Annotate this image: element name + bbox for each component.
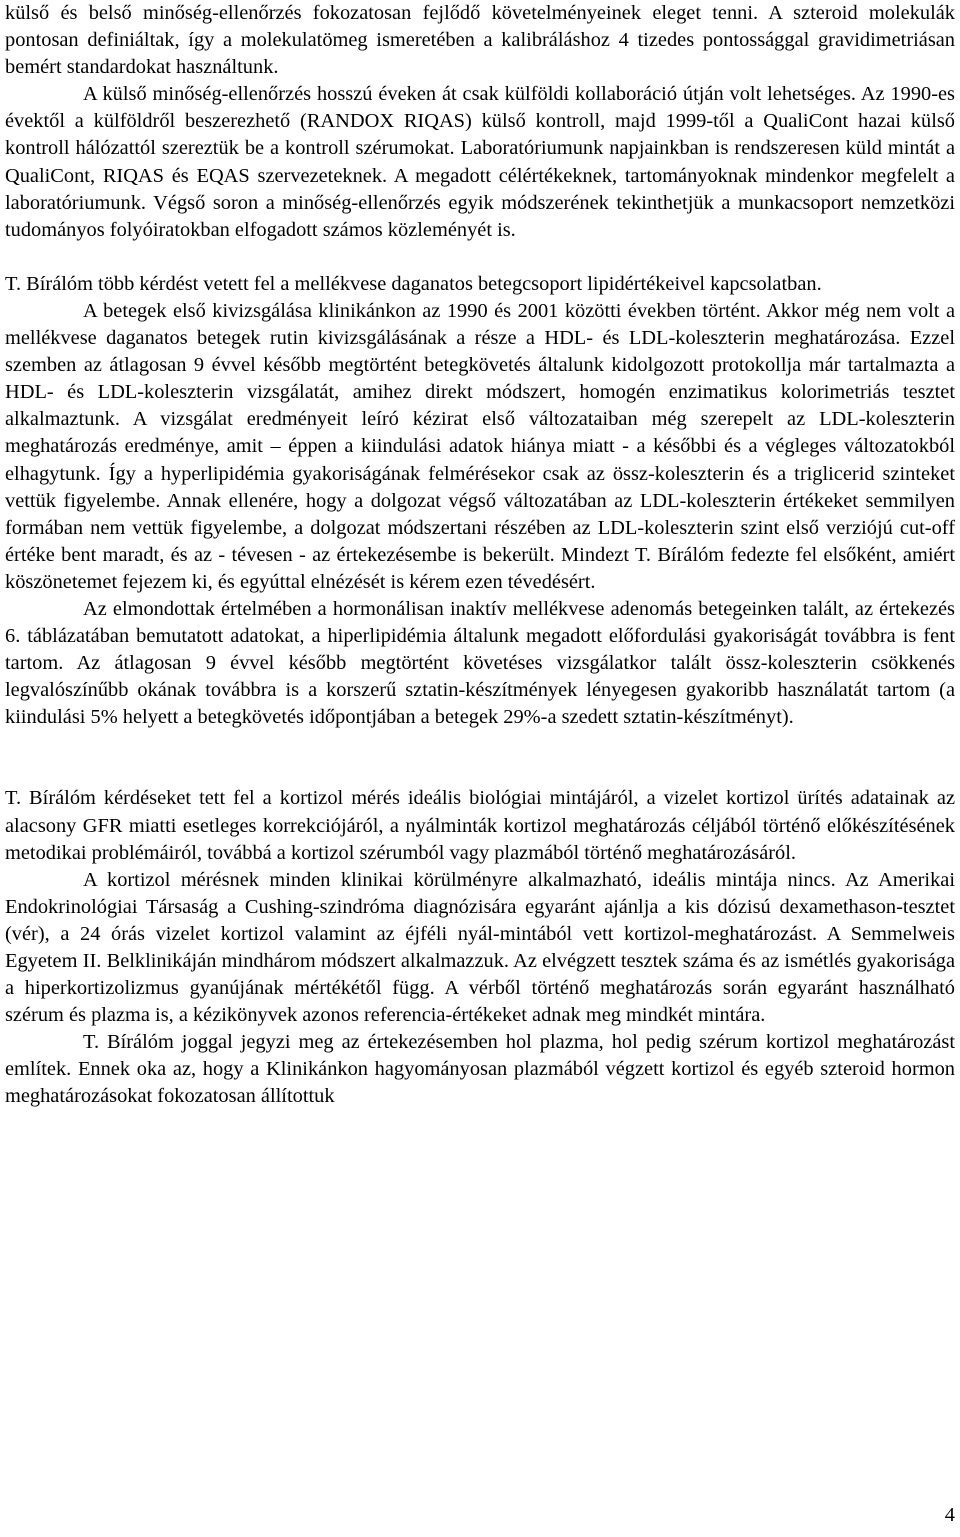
paragraph-reviewer-cortisol-question: T. Bírálóm kérdéseket tett fel a kortizol mérés ideális biológiai mintájáról, a vizelet kortizol ürítés adatainak az alacsony GFR miatti esetleges korrekciójáról, a nyálminták kortizol meghatározás céljából történő előkészítésének metodikai problémáiról, továbbá a kortizol szérumból vagy plazmából történő meghatározásáról. xyxy=(5,787,955,864)
paragraph-cortisol-sample-answer: A kortizol mérésnek minden klinikai körülményre alkalmazható, ideális mintája nincs. Az Amerikai Endokrinológiai Társaság a Cushing-szindróma diagnózisára egyaránt ajánlja a kis dózisú dexamethason-tesztet (vér), a 24 órás vizelet kortizol valamint az éjféli nyál-mintából vett kortizol-meghatározást. A Semmelweis Egyetem II. Belklinikáján mindhárom módszert alkalmazzuk. Az elvégzett tesztek száma és az ismétlés gyakorisága a hiperkortizolizmus gyanújának mértékétől függ. A vérből történő meghatározás során egyaránt használható szérum és plazma is, a kézikönyvek azonos referencia-értékeket adnak meg mindkét mintára. xyxy=(5,868,955,1027)
paragraph-reviewer-lipid-question: T. Bírálóm több kérdést vetett fel a mellékvese daganatos betegcsoport lipidértékeivel kapcsolatban. xyxy=(5,272,822,295)
paragraph-lipid-answer: A betegek első kivizsgálása klinikánkon az 1990 és 2001 közötti években történt. Akkor még nem volt a mellékvese daganatos betegek rutin kivizsgálásának a része a HDL- és LDL-koleszterin meghatározása. Ezzel szemben az átlagosan 9 évvel később megtörtént betegkövetés általunk kidolgozott protokollja már tartalmazta a HDL- és LDL-koleszterin vizsgálatát, amihez direkt módszert, homogén enzimatikus kolorimetriás tesztet alkalmaztunk. A vizsgálat eredményeit leíró kézirat első változataiban még szerepelt az LDL-koleszterin meghatározás eredménye, amit – éppen a kiindulási adatok hiánya miatt - a későbbi és a végleges változatokból elhagytunk. Így a hyperlipidémia gyakoriságának felmérésekor csak az össz-koleszterin és a triglicerid szinteket vettük figyelembe. Annak ellenére, hogy a dolgozat végső változatában az LDL-koleszterin értékeket semmilyen formában nem vettük figyelembe, a dolgozat módszertani részében az LDL-koleszterin szint első verziójú cut-off értéke bent maradt, és az - tévesen - az értekezésembe is bekerült. Mindezt T. Bírálóm fedezte fel elsőként, amiért köszönetemet fejezem ki, és egyúttal elnézését is kérem ezen tévedésért. xyxy=(5,299,955,593)
paragraph-hyperlipidemia-conclusion: Az elmondottak értelmében a hormonálisan inaktív mellékvese adenomás betegeinken talált, az értekezés 6. táblázatában bemutatott adatokat, a hiperlipidémia általunk megadott előfordulási gyakoriságát továbbra is fent tartom. Az átlagosan 9 évvel később megtörtént követéses vizsgálatkor talált össz-koleszterin csökkenés legvalószínűbb okának továbbra is a korszerű sztatin-készítmények lényegesen gyakoribb használatát tartom (a kiindulási 5% helyett a betegkövetés időpontjában a betegek 29%-a szedett sztatin-készítményt). xyxy=(5,597,955,729)
document-page xyxy=(5,0,955,1111)
paragraph-external-quality-control: A külső minőség-ellenőrzés hosszú éveken át csak külföldi kollaboráció útján volt lehetséges. Az 1990-es évektől a külföldről beszerezhető (RANDOX RIQAS) külső kontroll, majd 1999-től a QualiCont hazai külső kontroll hálózattól szereztük be a kontroll szérumokat. Laboratóriumunk napjainkban is rendszeresen küld mintát a QualiCont, RIQAS és EQAS szervezeteknek. A megadott célértékeknek, tartományoknak mindenkor megfelelt a laboratóriumunk. Végső soron a minőség-ellenőrzés egyik módszerének tekinthetjük a munkacsoport nemzetközi tudományos folyóiratokban elfogadott számos közleményét is. xyxy=(5,83,955,241)
page-number: 4 xyxy=(944,1504,955,1526)
paragraph-quality-control-intro: külső és belső minőség-ellenőrzés fokozatosan fejlődő követelményeinek eleget tenni. A szteroid molekulák pontosan definiáltak, így a molekulatömeg ismeretében a kalibráláshoz 4 tizedes pontossággal gravidimetriásan bemért standardokat használtunk. xyxy=(5,2,955,79)
paragraph-plasma-serum-remark: T. Bírálóm joggal jegyzi meg az értekezésemben hol plazma, hol pedig szérum kortizol meghatározást említek. Ennek oka az, hogy a Klinikánkon hagyományosan plazmából végzett kortizol és egyéb szteroid hormon meghatározásokat fokozatosan állítottuk xyxy=(5,1031,955,1108)
